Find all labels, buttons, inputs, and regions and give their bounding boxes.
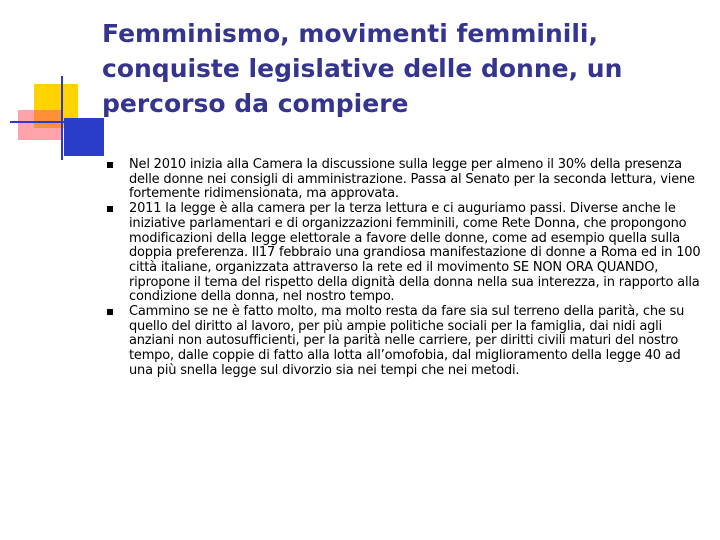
decor-horizontal-line xyxy=(10,121,92,123)
bullet-item xyxy=(106,305,706,379)
square-bullet-icon xyxy=(107,206,113,212)
bullet-text: 2011 la legge è alla camera per la terza lettura e ci auguriamo passi. Diverse anche le iniziative parlamentari e di organizzazioni femminili, come Rete Donna, che propongono modificazioni della legge elettorale a favore delle donne, come ad esempio quella sulla doppia preferenza. Il17 febbraio una grandiosa manifestazione di donne a Roma ed in 100 città italiane, organizzata attraverso la rete ed il movimento SE NON ORA QUANDO, ripropone il tema del rispetto della dignità della donna nella sua interezza, in rapporto alla condizione della donna, nel nostro tempo. xyxy=(129,201,701,305)
decor-red-rectangle xyxy=(18,110,62,140)
square-bullet-icon xyxy=(107,309,113,315)
bullet-text: Nel 2010 inizia alla Camera la discussione sulla legge per almeno il 30% della presenza delle donne nei consigli di amministrazione. Passa al Senato per la seconda lettura, viene fortemente ridimensionata, ma approvata. xyxy=(129,157,695,202)
decor-vertical-line xyxy=(61,76,63,160)
bullet-list xyxy=(106,158,706,379)
square-bullet-icon xyxy=(107,162,113,168)
bullet-item xyxy=(106,202,706,305)
bullet-text: Cammino se ne è fatto molto, ma molto resta da fare sia sul terreno della parità, che su quello del diritto al lavoro, per più ampie politiche sociali per la famiglia, dai nidi agli anziani non autosufficienti, per la parità nelle carriere, per diritti civili maturi del nostro tempo, dalle coppie di fatto alla lotta all’omofobia, dal miglioramento della legge 40 ad una più snella legge sul divorzio sia nei tempi che nei metodi. xyxy=(129,304,685,378)
bullet-item xyxy=(106,158,706,202)
slide-title: Femminismo, movimenti femminili, conquiste legislative delle donne, un percorso da compiere xyxy=(102,19,623,118)
decor-blue-square xyxy=(64,118,104,156)
